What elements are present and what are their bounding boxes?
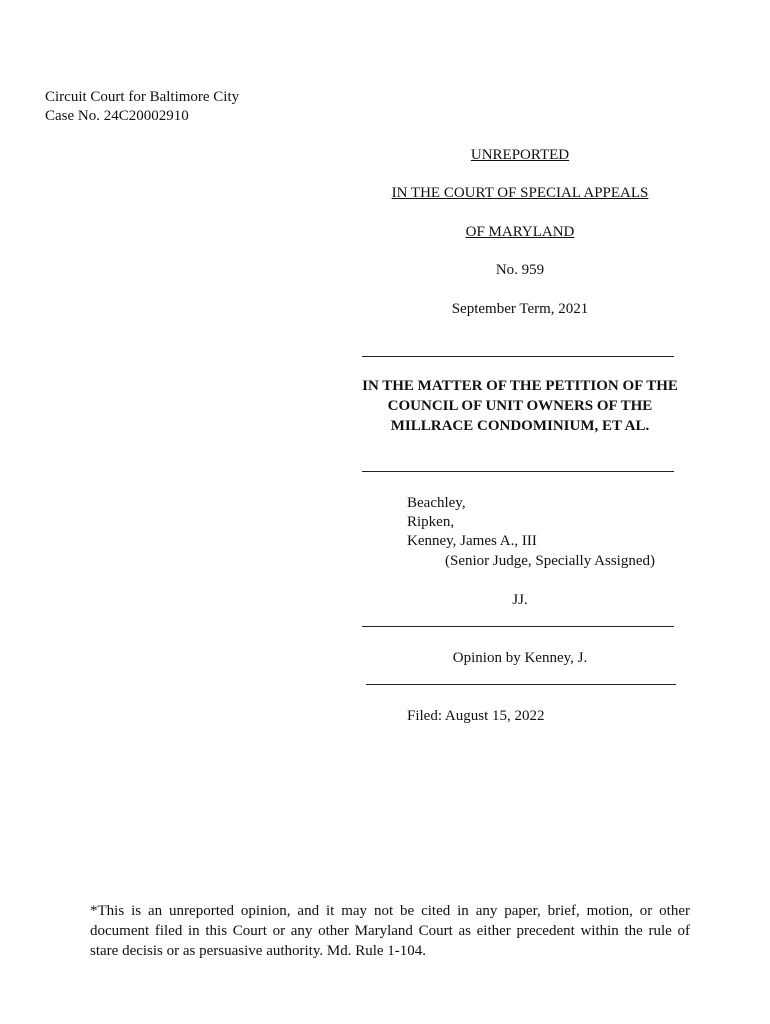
divider-rule — [362, 471, 674, 472]
lower-court-name: Circuit Court for Baltimore City — [45, 89, 240, 105]
judges-abbreviation: JJ. — [512, 592, 528, 608]
court-name-line2: OF MARYLAND — [465, 224, 575, 240]
filed-date: Filed: August 15, 2022 — [407, 708, 545, 724]
court-heading-line2 — [362, 223, 678, 242]
divider-rule — [362, 626, 674, 627]
court-term: September Term, 2021 — [451, 301, 589, 317]
divider-rule — [362, 356, 674, 357]
case-caption: IN THE MATTER OF THE PETITION OF THE COUNCIL OF UNIT OWNERS OF THE MILLRACE CONDOMINIUM, ET AL. — [362, 378, 678, 434]
unreported-label: UNREPORTED — [470, 147, 570, 163]
panel-judge-note: (Senior Judge, Specially Assigned) — [445, 553, 655, 569]
opinion-author: Opinion by Kenney, J. — [452, 650, 588, 666]
divider-rule — [366, 684, 676, 685]
panel-judge: Kenney, James A., III — [407, 533, 537, 549]
appeal-number: No. 959 — [495, 262, 545, 278]
panel-judge: Ripken, — [407, 514, 455, 530]
court-heading-line1 — [362, 184, 678, 203]
unreported-footnote: *This is an unreported opinion, and it may not be cited in any paper, brief, motion, or other document filed in this Court or any other Maryland Court as either precedent within the rule of stare decisis or as persuasive authority. Md. Rule 1-104. — [90, 903, 690, 959]
panel-judge: Beachley, — [407, 495, 466, 511]
unreported-heading — [362, 146, 678, 165]
case-number: Case No. 24C20002910 — [45, 108, 189, 124]
court-name-line1: IN THE COURT OF SPECIAL APPEALS — [391, 185, 649, 201]
